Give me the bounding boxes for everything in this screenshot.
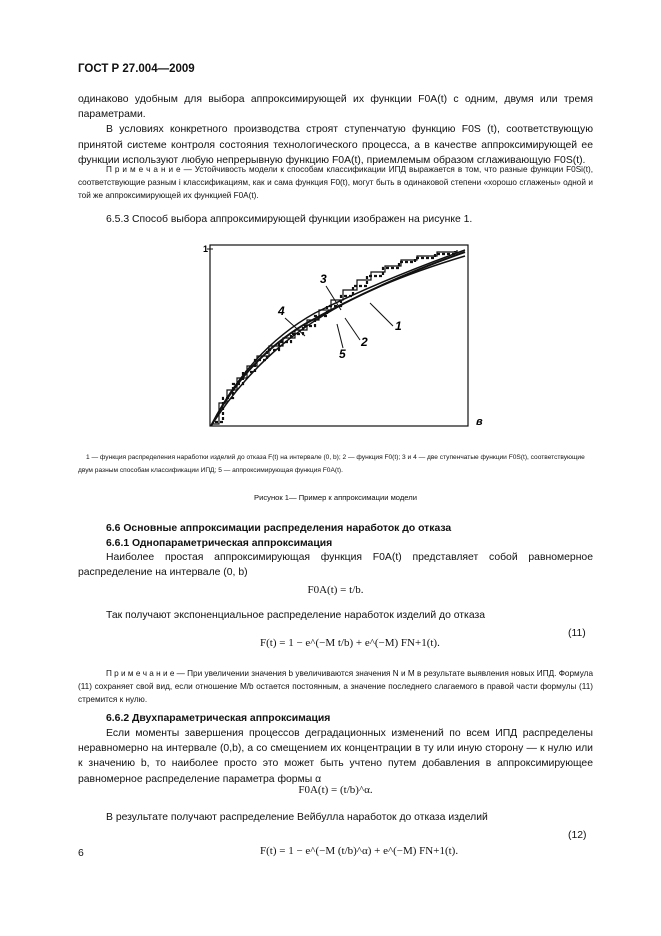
page-number: 6 — [78, 848, 84, 859]
x-axis-label: в — [476, 416, 483, 428]
step-function-4 — [215, 251, 455, 422]
curve-2-F0 — [211, 250, 465, 426]
figure-caption: Рисунок 1— Пример к аппроксимации модели — [254, 493, 417, 502]
section-6-6: 6.6 Основные аппроксимации распределения наработок до отказа — [106, 523, 452, 534]
formula-11: F(t) = 1 − e^(−M t/b) + e^(−M) FN+1(t). — [260, 637, 440, 649]
figure-frame — [210, 245, 468, 426]
para-661: Наиболее простая аппроксимирующая функция F0A(t) представляет собой равномерное распределение на интервале (0, b) — [78, 552, 593, 579]
paragraph-intro — [78, 92, 593, 168]
label-3: 3 — [320, 272, 327, 286]
equation-number-11: (11) — [568, 628, 586, 639]
equation-number-12: (12) — [568, 830, 587, 841]
note-1: П р и м е ч а н и е — Устойчивость модели к способам классификации ИПД выражается в том, что разные функции F0Si(t), соответствующие разным i классификациям, как и сама функция F0(t), могут быть в одинаковой степени «хорошо сглажены» одной и той же аппроксимирующей их функцией F0A(t). — [78, 165, 593, 200]
document-header: ГОСТ Р 27.004—2009 — [78, 63, 195, 75]
label-1: 1 — [395, 319, 402, 333]
formula-alpha: F0A(t) = (t/b)^α. — [298, 784, 373, 796]
figure-1 — [195, 238, 485, 436]
para-weibull: В результате получают распределение Вейбулла наработок до отказа изделий — [106, 812, 488, 823]
formula-uniform: F0A(t) = t/b. — [307, 584, 364, 596]
note-2: П р и м е ч а н и е — При увеличении значения b увеличиваются значения N и M в результате выявления новых ИПД. Формула (11) сохраняет свой вид, если отношение M/b остается постоянным, а значение последнего слагаемого в правой части формулы (11) стремится к нулю. — [78, 669, 593, 704]
label-2: 2 — [361, 335, 368, 349]
figure-legend: 1 — функция распределения наработки изделий до отказа F(t) на интервале (0, b); 2 — функция F0(t); 3 и 4 — две ступенчатые функции F0S(t), соответствующие двум разным способам классификации ИПД; 5 — аппроксимирующая функция F0A(t). — [78, 454, 585, 474]
para2: В условиях конкретного производства строят ступенчатую функцию F0S (t), соответствующую принятой системе контроля состояния технологического процесса, а в качестве аппроксимирующей ее функции используют любую непрерывную функцию F0A(t), приемлемым образом сглаживающую F0S(t). — [78, 124, 593, 166]
label-4: 4 — [278, 304, 285, 318]
step-function-3 — [213, 250, 457, 424]
section-6-6-2: 6.6.2 Двухпараметрическая аппроксимация — [106, 713, 331, 724]
leader-5 — [337, 324, 343, 348]
para-exp: Так получают экспоненциальное распределение наработок изделий до отказа — [106, 610, 486, 621]
curve-5-F0A — [211, 252, 465, 426]
para-662: Если моменты завершения процессов деградационных изменений по всем ИПД распределены неравномерно на интервале (0,b), а со смещением их концентрации в ту или иную сторону — к нулю или к значению b, то наиболее просто это может быть учтено путем добавления в аппроксимирующее равномерное распределение параметра формы α — [78, 728, 593, 785]
leader-1 — [370, 303, 393, 326]
curve-1-F — [211, 256, 465, 426]
formula-12: F(t) = 1 − e^(−M (t/b)^α) + e^(−M) FN+1(t). — [260, 845, 459, 857]
y-axis-label: 1 — [203, 244, 209, 254]
label-5: 5 — [339, 347, 346, 361]
leader-2 — [345, 318, 360, 340]
para1: одинаково удобным для выбора аппроксимирующей их функции F0A(t) с одним, двумя или тремя параметрами. — [78, 94, 593, 121]
para-653: 6.5.3 Способ выбора аппроксимирующей функции изображен на рисунке 1. — [106, 214, 473, 225]
section-6-6-1: 6.6.1 Однопараметрическая аппроксимация — [106, 538, 333, 549]
